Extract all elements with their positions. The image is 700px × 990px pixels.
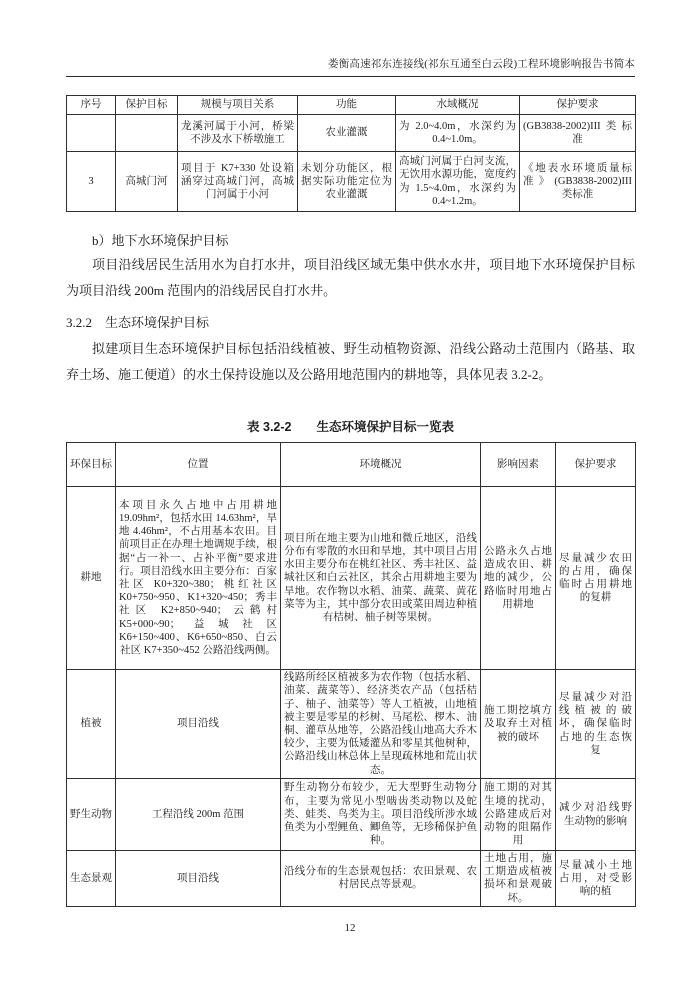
table-3-2-2-caption: 表 3.2-2 生态环境保护目标一览表 bbox=[247, 420, 454, 434]
groundwater-paragraph: 项目沿线居民生活用水为自打水井，项目沿线区域无集中供水水井，项目地下水环境保护目标为项目沿线 200m 范围内的沿线居民自打水井。 bbox=[66, 257, 635, 298]
table-cell: 尽量减小土地占用，对受影响的植 bbox=[556, 851, 636, 907]
running-header-title: 娄衡高速祁东连接线(祁东互通至白云段)工程环境影响报告书简本 bbox=[328, 59, 635, 70]
section-3-2-2-heading: 3.2.2 生态环境保护目标 bbox=[66, 315, 210, 330]
ecology-protection-targets-table bbox=[66, 442, 636, 907]
page-number: 12 bbox=[344, 922, 356, 934]
table-row bbox=[67, 487, 636, 670]
table-cell: 为 2.0~4.0m，水深约为 0.4~1.0m。 bbox=[396, 115, 520, 152]
table-cell: 本项目永久占地中占用耕地 19.09hm²，包括水田 14.63hm²，旱地 4.46hm²，不占用基本农田。目前项目正在办理土地调规手续，根据“占一补一、占补平衡”要求进行。项目沿线水田主要分布：百家社区 K0+320~380；桃红社区 K0+750~950、K1+320~450；秀丰社区 K2+850~940；云鹤村 K5+000~90；益城社区 K6+150~400、K6+650~850、白云社区 K7+350~452 公路沿线两侧。 bbox=[116, 487, 281, 670]
table-row bbox=[67, 779, 636, 851]
table-cell bbox=[116, 115, 178, 152]
table-cell: 公路永久占地造成农田、耕地的减少，公路临时用地占用耕地 bbox=[481, 487, 556, 670]
table-cell: 沿线分布的生态景观包括：农田景观、农村居民点等景观。 bbox=[281, 851, 481, 907]
water-protection-targets-table bbox=[66, 95, 636, 212]
column-header: 位置 bbox=[116, 443, 281, 487]
table-cell: 土地占用，施工期造成植被损坏和景观破坏。 bbox=[481, 851, 556, 907]
table-header-row bbox=[67, 96, 636, 115]
table-cell: 减少对沿线野生动物的影响 bbox=[556, 779, 636, 851]
column-header: 规模与项目关系 bbox=[178, 96, 298, 115]
table-cell: 项目于 K7+330 处设箱涵穿过高城门河，高城门河属于小河 bbox=[178, 152, 298, 212]
ecology-protection-targets-table-container bbox=[66, 442, 636, 907]
table-cell: 高城门河 bbox=[116, 152, 178, 212]
table-header-row bbox=[67, 443, 636, 487]
ecology-paragraph: 拟建项目生态环境保护目标包括沿线植被、野生动植物资源、沿线公路动土范围内（路基、取弃土场、施工便道）的水土保持设施以及公路用地范围内的耕地等，具体见表 3.2-2。 bbox=[66, 341, 635, 382]
table-cell: 尽量减少农田的占用，确保临时占用耕地的复耕 bbox=[556, 487, 636, 670]
column-header: 环境概况 bbox=[281, 443, 481, 487]
column-header: 保护要求 bbox=[520, 96, 636, 115]
column-header: 环保目标 bbox=[67, 443, 116, 487]
table-row bbox=[67, 851, 636, 907]
table-cell: 农业灌溉 bbox=[298, 115, 396, 152]
table-cell: 线路所经区植被多为农作物（包括水稻、油菜、蔬菜等）、经济类农产品（包括桔子、柚子、油菜等）等人工植被，山地植被主要是零星的杉树、马尾松、椤木、油桐、灌草丛地等，公路沿线山地高大乔木较少，主要为低矮灌丛和零星其他树种，公路沿线山林总体上呈现疏林地和荒山状态。 bbox=[281, 670, 481, 779]
table-cell bbox=[67, 115, 116, 152]
column-header: 保护要求 bbox=[556, 443, 636, 487]
column-header: 保护目标 bbox=[116, 96, 178, 115]
column-header: 水域概况 bbox=[396, 96, 520, 115]
table-cell: 高城门河属于白河支流，无饮用水源功能，宽度约为 1.5~4.0m，水深约为 0.4~1.2m。 bbox=[396, 152, 520, 212]
table-cell: 龙溪河属于小河，桥梁不涉及水下桥墩施工 bbox=[178, 115, 298, 152]
table-cell: 项目所在地主要为山地和微丘地区，沿线分布有零散的水田和旱地，其中项目占用水田主要分布在桃红社区、秀丰社区、益城社区和白云社区，其余占用耕地主要为旱地。农作物以水稻、油菜、蔬菜、黄花菜等为主，其中部分农田或菜田周边种植有桔树、柚子树等果树。 bbox=[281, 487, 481, 670]
column-header: 序号 bbox=[67, 96, 116, 115]
table-row bbox=[67, 115, 636, 152]
column-header: 功能 bbox=[298, 96, 396, 115]
table-row bbox=[67, 670, 636, 779]
table-cell: 生态景观 bbox=[67, 851, 116, 907]
table-cell: 工程沿线 200m 范围 bbox=[116, 779, 281, 851]
table-cell: 尽量减少对沿线植被的破坏，确保临时占地的生态恢复 bbox=[556, 670, 636, 779]
table-cell: 未划分功能区，根据实际功能定位为农业灌溉 bbox=[298, 152, 396, 212]
table-cell: 施工期的对其生境的扰动，公路建成后对动物的阻隔作用 bbox=[481, 779, 556, 851]
table-cell: 植被 bbox=[67, 670, 116, 779]
table-cell: 《地表水环境质量标准》(GB3838-2002)III类标准 bbox=[520, 152, 636, 212]
table-cell: 3 bbox=[67, 152, 116, 212]
groundwater-section-heading: b）地下水环境保护目标 bbox=[92, 233, 229, 248]
table-cell: 施工期挖填方及取弃土对植被的破坏 bbox=[481, 670, 556, 779]
water-protection-targets-table-container bbox=[66, 95, 636, 212]
table-cell: 野生动物分布较少，无大型野生动物分布，主要为常见小型啮齿类动物以及蛇类、蛙类、鸟类为主。项目沿线所涉水域鱼类为小型鲤鱼、鲫鱼等，无珍稀保护鱼种。 bbox=[281, 779, 481, 851]
column-header: 影响因素 bbox=[481, 443, 556, 487]
table-row bbox=[67, 152, 636, 212]
header-divider bbox=[66, 76, 635, 77]
table-cell: 项目沿线 bbox=[116, 851, 281, 907]
table-cell: 野生动物 bbox=[67, 779, 116, 851]
table-cell: 耕地 bbox=[67, 487, 116, 670]
table-cell: (GB3838-2002)III类标准 bbox=[520, 115, 636, 152]
table-cell: 项目沿线 bbox=[116, 670, 281, 779]
